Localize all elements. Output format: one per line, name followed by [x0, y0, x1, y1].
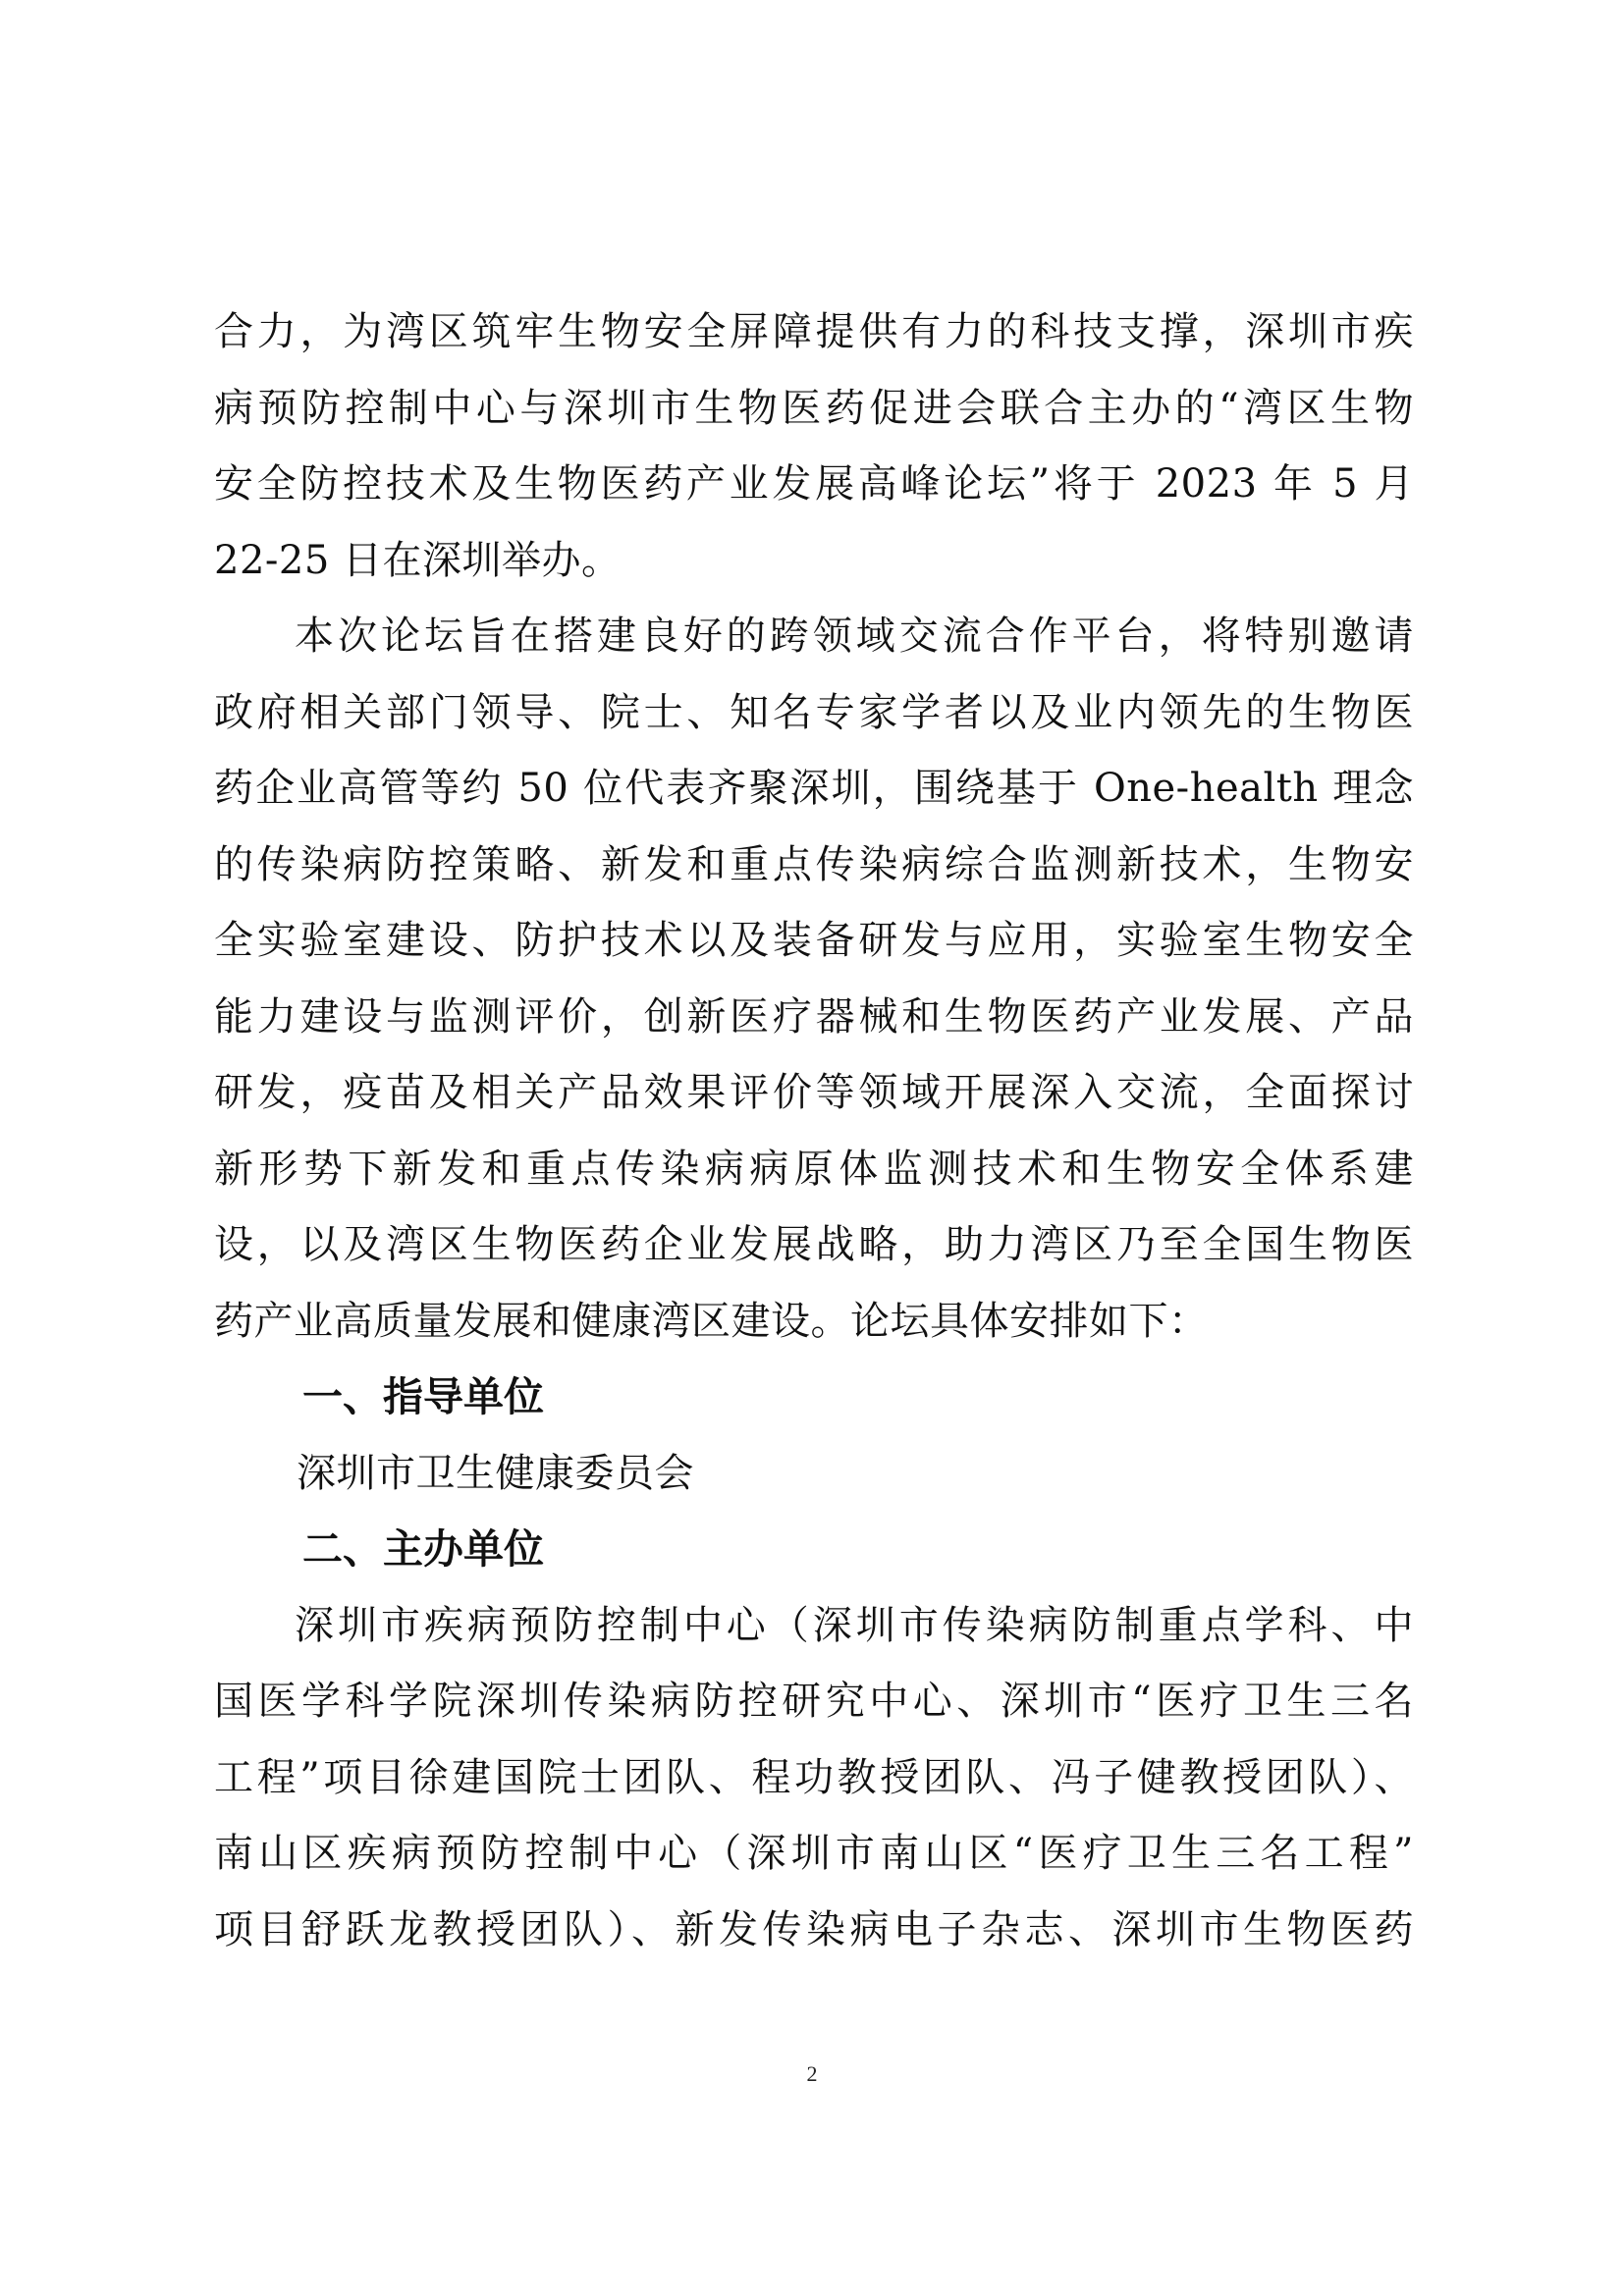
text-line: 政府相关部门领导、院士、知名专家学者以及业内领先的生物医	[214, 689, 1414, 735]
section-heading-guiding-unit: 一、指导单位	[302, 1373, 544, 1420]
section-heading-host-unit: 二、主办单位	[302, 1525, 544, 1573]
text-line: 深圳市疾病预防控制中心（深圳市传染病防制重点学科、中	[295, 1602, 1414, 1648]
text-line: 药企业高管等约 50 位代表齐聚深圳，围绕基于 One-health 理念	[214, 766, 1414, 811]
text-line: 国医学科学院深圳传染病防控研究中心、深圳市“医疗卫生三名	[214, 1679, 1414, 1724]
text-line: 安全防控技术及生物医药产业发展高峰论坛”将于 2023 年 5 月	[214, 461, 1414, 507]
text-line: 病预防控制中心与深圳市生物医药促进会联合主办的“湾区生物	[214, 385, 1414, 431]
page-number: 2	[806, 2061, 818, 2086]
paragraph-forum-purpose	[214, 599, 1414, 1360]
paragraph-host-units	[214, 1588, 1414, 1969]
text-line: 新形势下新发和重点传染病病原体监测技术和生物安全体系建	[214, 1146, 1414, 1192]
text-line: 南山区疾病预防控制中心（深圳市南山区“医疗卫生三名工程”	[214, 1831, 1414, 1876]
guiding-unit-name: 深圳市卫生健康委员会	[297, 1450, 694, 1496]
text-line: 能力建设与监测评价，创新医疗器械和生物医药产业发展、产品	[214, 993, 1414, 1040]
paragraph-intro	[214, 294, 1414, 599]
text-line: 的传染病防控策略、新发和重点传染病综合监测新技术，生物安	[214, 841, 1414, 887]
text-line: 项目舒跃龙教授团队）、新发传染病电子杂志、深圳市生物医药	[214, 1906, 1414, 1952]
document-body	[214, 294, 1414, 1968]
text-line: 研发，疫苗及相关产品效果评价等领域开展深入交流，全面探讨	[214, 1070, 1414, 1115]
text-line: 工程”项目徐建国院士团队、程功教授团队、冯子健教授团队）、	[214, 1754, 1414, 1800]
text-line: 设，以及湾区生物医药企业发展战略，助力湾区乃至全国生物医	[214, 1222, 1414, 1267]
text-line: 药产业高质量发展和健康湾区建设。论坛具体安排如下：	[214, 1298, 1209, 1344]
text-line: 本次论坛旨在搭建良好的跨领域交流合作平台，将特别邀请	[295, 614, 1414, 659]
text-line: 全实验室建设、防护技术以及装备研发与应用，实验室生物安全	[214, 918, 1414, 963]
text-line: 合力，为湾区筑牢生物安全屏障提供有力的科技支撑，深圳市疾	[214, 309, 1414, 354]
text-line: 22-25 日在深圳举办。	[214, 537, 622, 583]
